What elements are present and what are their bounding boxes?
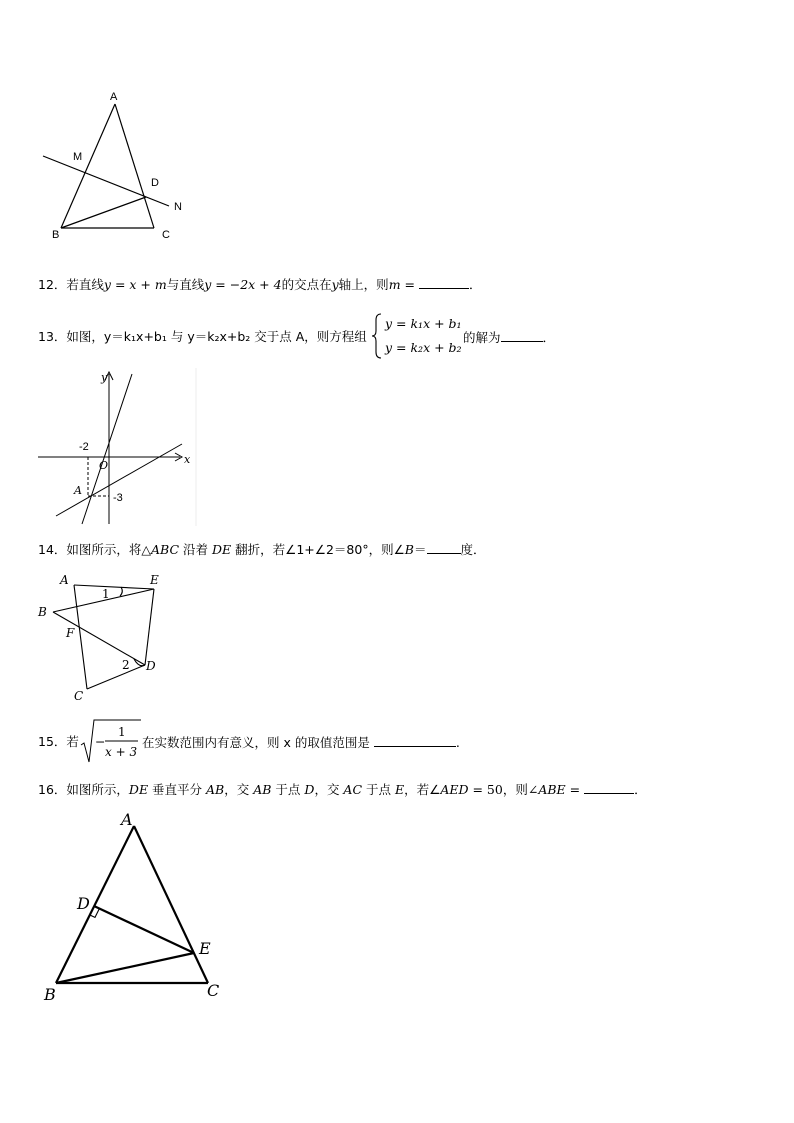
q15-text-1: 若 — [66, 734, 79, 749]
q16-abe: ABE — [538, 782, 566, 797]
answer-blank[interactable] — [427, 543, 461, 554]
q16-de: DE — [128, 782, 149, 797]
q13-text-1: 如图，y＝k₁x+b₁ 与 y＝k₂x+b₂ 交于点 A，则方程组 — [66, 329, 367, 344]
answer-blank[interactable] — [584, 783, 634, 794]
axis-label-x: x — [184, 453, 191, 466]
q16-aed: AED — [440, 782, 469, 797]
equation-line-2: y = k₂x + b₂ — [385, 340, 462, 355]
q12-equation-2: y = −2x + 4 — [204, 277, 282, 292]
q13-text-2: 的解为 — [463, 330, 501, 345]
q16-e: E — [394, 782, 405, 797]
q15-number: 15． — [38, 734, 67, 749]
label-a: A — [110, 91, 118, 103]
angle-1-label: 1 — [102, 587, 110, 601]
q16-text-3: ，交 — [224, 782, 254, 797]
q12-variable-y: y — [331, 277, 339, 292]
q14-text-2: 沿着 — [179, 542, 212, 557]
q12-text-2: 与直线 — [166, 277, 205, 292]
axis-label-y: y — [101, 371, 108, 384]
q16-number: 16． — [38, 782, 67, 797]
equation-system — [372, 312, 462, 360]
q14-de: DE — [212, 542, 232, 557]
figure-coordinate-graph — [36, 368, 198, 526]
radical-minus: − — [95, 734, 106, 749]
q12-text-1: 若直线 — [66, 277, 104, 292]
q14-text-4: ＝ — [413, 542, 427, 557]
q12-text-3: 的交点在 — [281, 277, 332, 292]
q16-ab-2: AB — [253, 782, 272, 797]
figure-folded-triangle — [36, 570, 166, 706]
q16-text-9: = — [565, 782, 581, 797]
tick-label-neg2: -2 — [79, 441, 89, 453]
q16-end: ． — [634, 782, 647, 797]
q12-equation-1: y = x + m — [103, 277, 167, 292]
label-e: E — [199, 939, 211, 958]
fraction-numerator: 1 — [118, 725, 126, 739]
answer-blank[interactable] — [419, 278, 469, 289]
fraction-denominator: x + 3 — [105, 745, 138, 759]
label-b: B — [44, 985, 56, 1004]
q12-text-4: 轴上，则 — [338, 277, 389, 292]
origin-label: O — [99, 459, 109, 472]
answer-blank[interactable] — [374, 736, 456, 747]
label-b: B — [38, 605, 47, 619]
label-m: M — [73, 151, 83, 163]
question-15 — [38, 736, 79, 749]
point-a-label: A — [74, 484, 82, 497]
question-12 — [38, 278, 482, 292]
q14-number: 14． — [38, 542, 67, 557]
label-a: A — [60, 573, 69, 587]
label-n: N — [174, 201, 182, 213]
question-16 — [38, 783, 647, 797]
q12-number: 12． — [38, 277, 67, 292]
q12-variable-m: m = — [388, 277, 415, 292]
figure-perpendicular-bisector — [36, 808, 236, 1008]
q16-text-6: 于点 — [362, 782, 395, 797]
q14-text-3: 翻折，若∠1+∠2＝80°，则∠ — [231, 542, 405, 557]
answer-blank[interactable] — [501, 331, 543, 342]
q16-ac: AC — [343, 782, 363, 797]
q13-number: 13． — [38, 329, 67, 344]
question-15-tail — [142, 736, 460, 750]
figure-triangle-mn — [38, 86, 198, 246]
label-f: F — [66, 626, 75, 640]
q15-text-2: 在实数范围内有意义，则 x 的取值范围是 — [142, 735, 370, 750]
q16-text-1: 如图所示， — [66, 782, 129, 797]
label-c: C — [162, 229, 170, 241]
radical-expression — [80, 718, 142, 764]
q14-text-5: 度． — [460, 542, 486, 557]
tick-label-neg3: -3 — [113, 492, 123, 504]
label-c: C — [207, 981, 220, 1000]
equation-line-1: y = k₁x + b₁ — [385, 316, 462, 331]
q14-abc: ABC — [151, 542, 180, 557]
q14-text-1: 如图所示，将△ — [66, 542, 152, 557]
q16-ab: AB — [206, 782, 225, 797]
label-e: E — [150, 573, 159, 587]
q16-text-4: 于点 — [271, 782, 305, 797]
q13-end: ． — [542, 330, 556, 345]
label-a: A — [121, 810, 133, 829]
label-c: C — [74, 689, 84, 703]
question-14 — [38, 543, 486, 557]
q14-b: B — [404, 542, 414, 557]
angle-2-label: 2 — [122, 658, 130, 672]
q16-text-8: = 50，则∠ — [468, 782, 539, 797]
label-b: B — [52, 229, 60, 241]
q16-text-7: ，若∠ — [404, 782, 441, 797]
q12-end: ． — [468, 277, 482, 292]
q15-end: . — [455, 735, 460, 750]
label-d: D — [146, 659, 156, 673]
label-d: D — [77, 894, 90, 913]
left-brace — [372, 312, 382, 360]
q16-text-5: ，交 — [314, 782, 344, 797]
label-d: D — [151, 177, 159, 189]
question-13 — [38, 331, 367, 344]
q16-text-2: 垂直平分 — [148, 782, 207, 797]
q16-d: D — [304, 782, 315, 797]
question-13-tail — [463, 331, 555, 345]
